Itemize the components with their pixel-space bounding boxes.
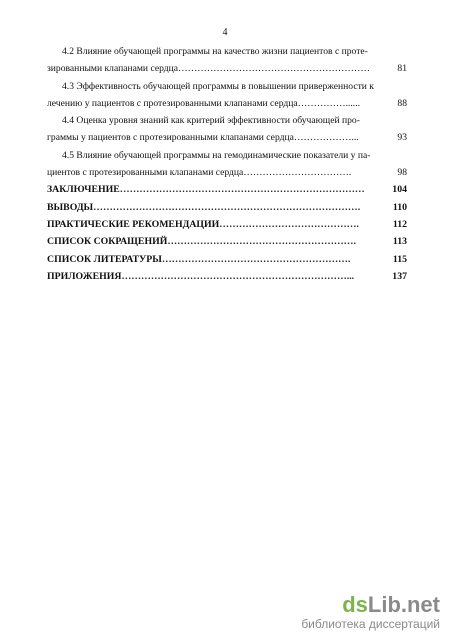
toc-page: 115 <box>392 253 407 265</box>
toc-section-appendices <box>47 268 407 285</box>
toc-line <box>47 147 407 164</box>
logo-ds: ds <box>342 592 368 617</box>
toc-section-findings <box>47 199 407 216</box>
toc-section-references <box>47 251 407 268</box>
toc-section-conclusion <box>47 181 407 198</box>
toc-text: 4.3 Эффективность обучающей программы в повышении приверженности к <box>62 80 374 92</box>
toc-text: 4.4 Оценка уровня знаний как критерий эффективности обучающей про- <box>62 115 360 127</box>
toc-page: 93 <box>397 132 407 144</box>
toc-page: 104 <box>392 184 407 196</box>
toc-line <box>47 43 407 60</box>
dslib-logo <box>301 593 440 617</box>
toc-text: зированными клапанами сердца…………………………………………………… <box>47 63 370 75</box>
toc-page: 81 <box>397 63 407 75</box>
toc-section-abbreviations <box>47 233 407 250</box>
toc-text: 4.5 Влияние обучающей программы на гемодинамические показатели у па- <box>62 149 371 161</box>
toc-text: 4.2 Влияние обучающей программы на качество жизни пациентов с проте- <box>62 46 368 57</box>
toc-text: ЗАКЛЮЧЕНИЕ………………………………………………………………… <box>47 184 365 196</box>
toc-line <box>47 129 407 146</box>
toc-line <box>47 164 407 181</box>
toc-line <box>47 95 407 112</box>
watermark-subtitle: библиотека диссертаций <box>301 617 440 631</box>
toc-text: циентов с протезированными клапанами сердца……………………………. <box>47 167 352 179</box>
watermark <box>301 593 440 631</box>
toc-line <box>47 78 407 95</box>
toc-text: ПРАКТИЧЕСКИЕ РЕКОМЕНДАЦИИ……………………………………. <box>47 218 359 230</box>
toc-text: ВЫВОДЫ………………………………………………………………………. <box>47 201 361 213</box>
toc-page: 112 <box>392 218 407 230</box>
toc-page: 88 <box>397 97 407 109</box>
toc-page: 137 <box>392 270 407 282</box>
toc-text: лечению у пациентов с протезированными клапанами сердца……………...... <box>47 97 360 109</box>
page-number: 4 <box>222 27 228 38</box>
toc-page: 113 <box>392 236 407 248</box>
toc-text: СПИСОК СОКРАЩЕНИЙ…………………………………………………. <box>47 236 356 248</box>
toc-line <box>47 112 407 129</box>
table-of-contents <box>47 43 407 285</box>
toc-page: 110 <box>392 201 407 213</box>
logo-rest: Lib.net <box>367 592 440 617</box>
toc-text: граммы у пациентов с протезированными клапанами сердца………………... <box>47 132 359 144</box>
toc-text: ПРИЛОЖЕНИЯ……………………………………………………………... <box>47 270 355 282</box>
toc-page: 98 <box>397 167 407 179</box>
toc-section-recommendations <box>47 216 407 233</box>
toc-text: СПИСОК ЛИТЕРАТУРЫ…………………………………………………. <box>47 253 351 265</box>
toc-line <box>47 60 407 77</box>
